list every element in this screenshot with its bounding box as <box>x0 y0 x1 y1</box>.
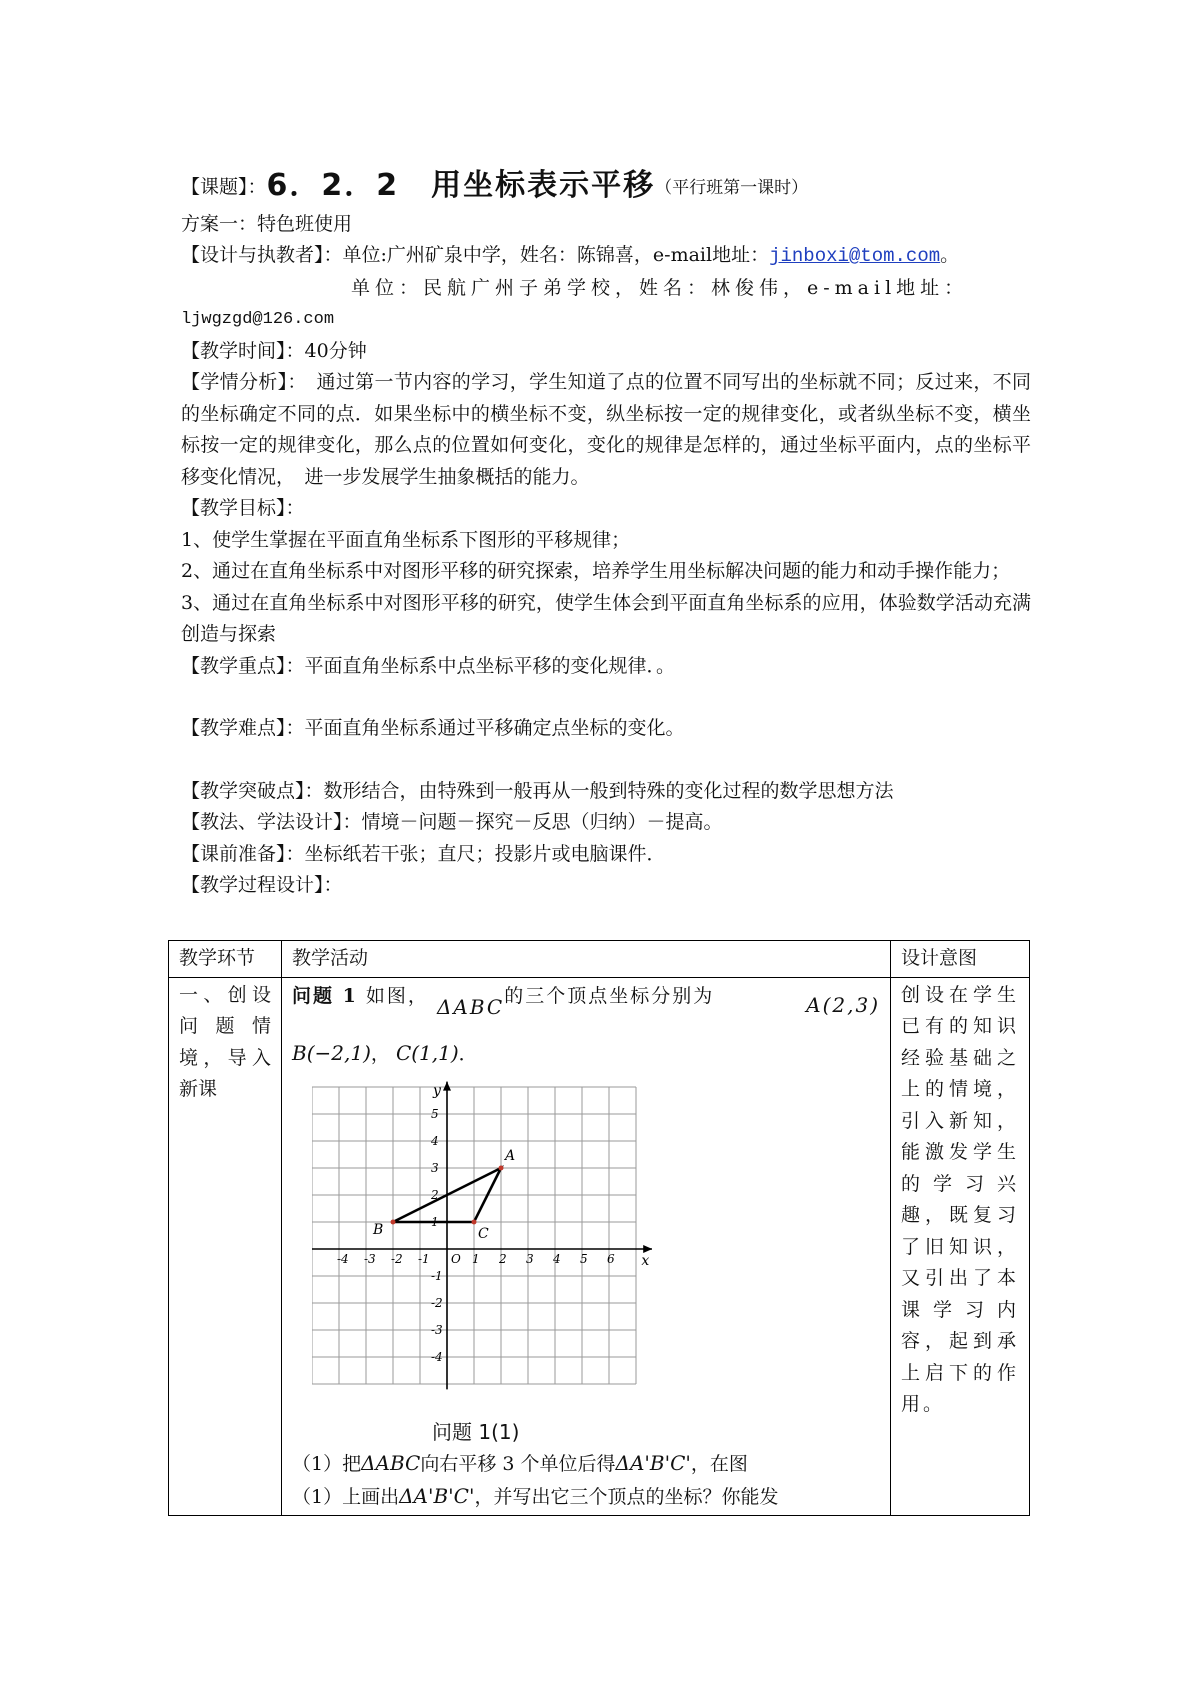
task-text: ，在图 <box>690 1453 748 1475</box>
header-stage: 教学环节 <box>169 941 282 978</box>
tick-label: 3 <box>431 1160 439 1175</box>
analysis-text: 通过第一节内容的学习，学生知道了点的位置不同写出的坐标就不同；反过来，不同的坐标确定不同的点．如果坐标中的横坐标不变，纵坐标按一定的规律变化，或者纵坐标不变，横坐标按一定的规律变化，那么点的位置如何变化，变化的规律是怎样的，通过坐标平面内，点的坐标平移变化情况， 进一步发展学生抽象概括的能力。 <box>181 371 1031 488</box>
difficulty-label: 【教学难点】： <box>181 717 305 739</box>
tick-label: -4 <box>431 1349 443 1364</box>
task-line-1 <box>292 1448 880 1481</box>
key-label: 【教学重点】： <box>181 654 305 677</box>
prep-text: 坐标纸若干张；直尺；投影片或电脑课件． <box>304 842 666 865</box>
tick-label: 1 <box>431 1214 439 1229</box>
document-body <box>181 170 1031 902</box>
method-label: 【教法、学法设计】： <box>181 811 362 833</box>
method-line <box>181 807 1031 839</box>
breakthrough-line <box>181 776 1031 808</box>
key-line <box>181 651 1031 683</box>
tick-label: -1 <box>418 1251 430 1266</box>
tick-label: O <box>451 1251 461 1266</box>
activity-cell <box>282 977 891 1516</box>
breakthrough-label: 【教学突破点】： <box>181 779 324 802</box>
tick-label: 2 <box>499 1251 507 1266</box>
goal-item: 3、通过在直角坐标系中对图形平移的研究，使学生体会到平面直角坐标系的应用，体验数学活动充满创造与探索 <box>181 591 1031 645</box>
goals-label: 【教学目标】： <box>181 497 305 519</box>
question-label: 问题 1 <box>292 984 358 1007</box>
breakthrough-text: 数形结合，由特殊到一般再从一般到特殊的变化过程的数学思想方法 <box>323 779 894 802</box>
title-label: 【课题】： <box>181 176 267 198</box>
separator: ， <box>370 1043 390 1065</box>
method-text: 情境－问题－探究－反思（归纳）－提高。 <box>361 811 723 833</box>
vertex-point <box>472 1219 477 1224</box>
point-c: C(1,1) <box>395 1041 459 1065</box>
analysis-label: 【学情分析】： <box>181 371 298 393</box>
plan-line: 方案一：特色班使用 <box>181 212 353 235</box>
process-label: 【教学过程设计】： <box>181 874 343 896</box>
email-link-1[interactable]: jinboxi@tom.com <box>769 245 941 267</box>
task-text: （1）上画出 <box>292 1485 400 1508</box>
table-header-row <box>169 941 1030 978</box>
x-axis-arrow <box>643 1245 652 1253</box>
page-title: 6．2．2 用坐标表示平移 <box>266 168 656 203</box>
tick-label: 1 <box>472 1251 480 1266</box>
coordinate-plane <box>312 1081 652 1401</box>
analysis-paragraph <box>181 367 1031 493</box>
difficulty-text: 平面直角坐标系通过平移确定点坐标的变化。 <box>304 717 685 739</box>
tick-label: 6 <box>607 1251 615 1266</box>
goal-item: 2、通过在直角坐标系中对图形平移的研究探索，培养学生用坐标解决问题的能力和动手操作能力； <box>181 560 1011 582</box>
triangle-prime-symbol: ΔA'B'C' <box>615 1451 691 1475</box>
process-table <box>168 940 1030 1516</box>
tick-label: 5 <box>431 1106 439 1121</box>
tick-label: 4 <box>431 1133 439 1148</box>
prep-label: 【课前准备】： <box>181 842 305 865</box>
goal-item: 1、使学生掌握在平面直角坐标系下图形的平移规律； <box>181 528 631 551</box>
task-text: ，并写出它三个顶点的坐标？你能发 <box>474 1485 779 1508</box>
time-value: 40分钟 <box>304 339 367 362</box>
figure-caption: 问题 1(1) <box>432 1419 520 1444</box>
designers-label: 【设计与执教者】： <box>181 244 343 266</box>
tick-label: -2 <box>431 1295 443 1310</box>
coordinate-figure <box>312 1081 652 1411</box>
designer-1-info: 单位:广州矿泉中学，姓名：陈锦喜，e-mail地址： <box>342 244 770 266</box>
task-line-2 <box>292 1481 880 1514</box>
tick-label: -3 <box>431 1322 443 1337</box>
y-axis-arrow <box>443 1081 451 1090</box>
header-activity: 教学活动 <box>282 941 891 978</box>
stage-cell: 一、创设问题情境，导入新课 <box>169 977 282 1516</box>
point-a: A(2,3) <box>806 992 880 1017</box>
key-text: 平面直角坐标系中点坐标平移的变化规律．。 <box>304 654 676 677</box>
tick-label: 2 <box>431 1187 439 1202</box>
vertex-label: C <box>478 1225 489 1242</box>
question-text-2: 的三个顶点坐标分别为 <box>504 984 715 1007</box>
table-row <box>169 977 1030 1516</box>
task-text: 向右平移 3 个单位后得 <box>420 1453 616 1475</box>
tick-label: -4 <box>337 1251 349 1266</box>
time-label: 【教学时间】： <box>181 339 305 362</box>
vertex-label: A <box>505 1147 516 1164</box>
designer-2-info: 单位：民航广州子弟学校，姓名：林俊伟，e-mail地址： <box>351 276 969 299</box>
prep-line <box>181 839 1031 871</box>
difficulty-line <box>181 713 1031 745</box>
title-line <box>181 170 1031 205</box>
email-2: ljwgzgd@126.com <box>181 310 335 329</box>
point-b: B(−2,1) <box>292 1041 371 1065</box>
triangle-prime-symbol: ΔA'B'C' <box>399 1483 475 1508</box>
designer-1-end: 。 <box>940 244 960 266</box>
vertex-point <box>391 1219 396 1224</box>
tick-label: 3 <box>526 1251 534 1266</box>
tick-label: -1 <box>431 1268 443 1283</box>
header-intent: 设计意图 <box>891 941 1030 978</box>
question-line <box>292 980 880 1019</box>
x-axis-label: x <box>641 1252 650 1269</box>
designers-line-1 <box>181 240 1031 273</box>
time-line <box>181 336 1031 368</box>
task-text: （1）把 <box>292 1453 362 1475</box>
tick-label: 5 <box>580 1251 588 1266</box>
triangle-symbol: ΔABC <box>436 994 505 1019</box>
question-text: 如图， <box>365 984 429 1007</box>
triangle-symbol: ΔABC <box>361 1451 421 1475</box>
tick-label: -2 <box>391 1251 403 1266</box>
tick-label: 4 <box>553 1251 561 1266</box>
title-subtitle: （平行班第一课时） <box>655 178 809 198</box>
intent-cell: 创设在学生已有的知识经验基础之上的情境，引入新知，能激发学生的学习兴趣，既复习了旧知识，又引出了本课学习内容，起到承上启下的作用。 <box>891 977 1030 1516</box>
tick-label: -3 <box>364 1251 376 1266</box>
points-line <box>292 1038 880 1071</box>
vertex-point <box>499 1165 504 1170</box>
y-axis-label: y <box>433 1082 441 1099</box>
line-end: ． <box>458 1043 478 1065</box>
vertex-label: B <box>373 1221 384 1238</box>
